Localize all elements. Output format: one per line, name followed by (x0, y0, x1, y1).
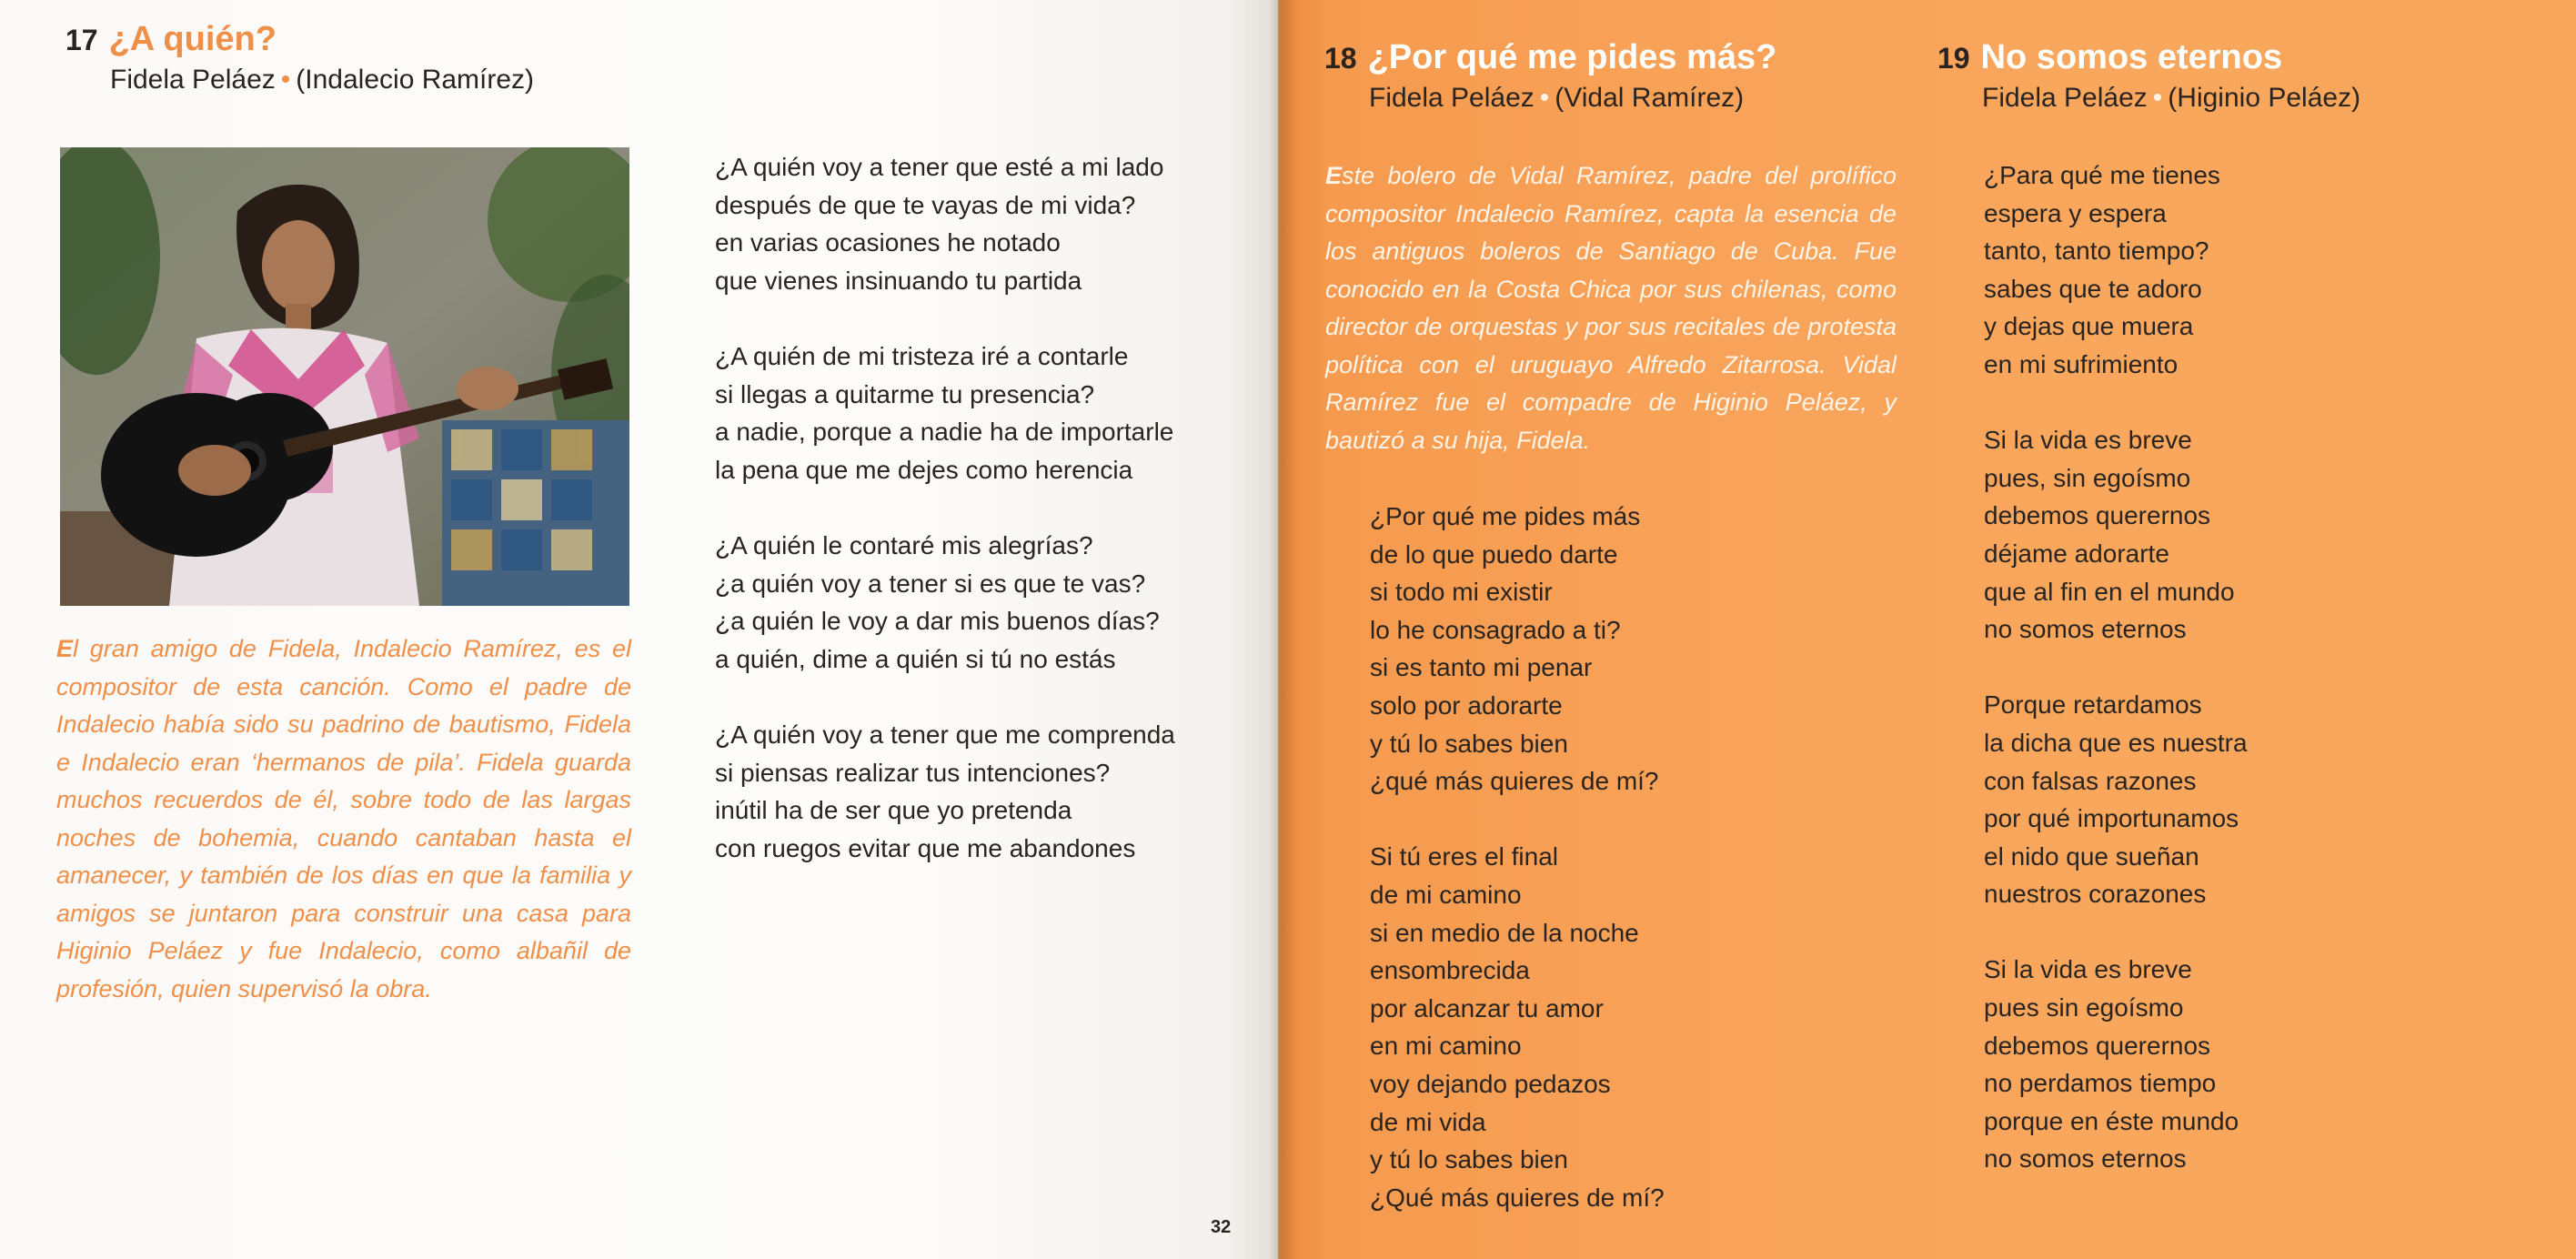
lyric-line: que al fin en el mundo (1984, 577, 2235, 606)
song-18-composer: (Vidal Ramírez) (1555, 83, 1745, 113)
song-17-credit (110, 65, 534, 96)
lyric-line: si en medio de la noche (1370, 918, 1639, 947)
song-17-header (65, 20, 534, 96)
lyric-line: porque en éste mundo (1984, 1106, 2239, 1135)
lyric-line: con ruegos evitar que me abandones (715, 833, 1136, 862)
lyric-line: si piensas realizar tus intenciones? (715, 758, 1111, 787)
song-17-title: ¿A quién? (108, 20, 277, 58)
lyric-line: en mi camino (1370, 1032, 1522, 1061)
stanza (1984, 951, 2248, 1178)
song-18-credit (1369, 83, 1776, 114)
song-19-header (1937, 38, 2360, 114)
lyric-line: ¿A quién le contaré mis alegrías? (715, 530, 1093, 559)
lyric-line: de lo que puedo darte (1370, 539, 1618, 569)
song-18-header (1324, 38, 1776, 114)
stanza (1370, 838, 1665, 1216)
lyric-line: ¿qué más quieres de mí? (1370, 767, 1659, 796)
lyric-line: no somos eternos (1984, 615, 2187, 644)
lyric-line: espera y espera (1984, 198, 2167, 227)
lyric-line: inútil ha de ser que yo pretenda (715, 796, 1072, 825)
lyric-line: pues sin egoísmo (1984, 993, 2184, 1022)
lyric-line: que vienes insinuando tu partida (715, 266, 1082, 295)
stanza (715, 527, 1175, 678)
song-17-lyrics (715, 148, 1175, 867)
lyric-line: y dejas que muera (1984, 312, 2194, 341)
song-17-author: Fidela Peláez (110, 65, 276, 95)
lyric-line: ¿A quién voy a tener que esté a mi lado (715, 153, 1164, 181)
stanza (1984, 156, 2248, 384)
song-18-title: ¿Por qué me pides más? (1367, 38, 1777, 76)
lyric-line: tanto, tanto tiempo? (1984, 237, 2209, 266)
song-19-credit (1982, 83, 2360, 114)
lyric-line: en varias ocasiones he notado (715, 228, 1061, 257)
lyric-line: la pena que me dejes como herencia (715, 455, 1133, 484)
lyric-line: en mi sufrimiento (1984, 349, 2179, 378)
stanza (715, 337, 1175, 488)
stanza (1984, 686, 2248, 913)
song-19-number: 19 (1937, 42, 1970, 75)
song-19-credit-separator: • (2152, 83, 2163, 113)
song-19-author: Fidela Peláez (1982, 83, 2148, 113)
lyric-line: con falsas razones (1984, 766, 2197, 795)
lyric-line: y tú lo sabes bien (1370, 729, 1568, 758)
song-18-note (1325, 157, 1897, 459)
photo-singer-with-guitar (60, 147, 629, 606)
lyric-line: por qué importunamos (1984, 804, 2239, 833)
lyric-line: a nadie, porque a nadie ha de importarle (715, 418, 1174, 447)
stanza (715, 716, 1175, 867)
song-19-title: No somos eternos (1980, 38, 2283, 76)
lyric-line: voy dejando pedazos (1370, 1069, 1611, 1098)
lyric-line: ¿a quién le voy a dar mis buenos días? (715, 607, 1160, 636)
song-18-note-text: ste bolero de Vidal Ramírez, padre del prolífico compositor Indalecio Ramírez, capta la esencia de los antiguos boleros de Santiago de Cuba. Fue conocido en la Costa Chica por sus chilenas, como director de orquestas y por sus recitales de protesta política con el uruguayo Alfredo Zitarrosa. Vidal Ramírez fue el compadre de Higinio Peláez, y bautizó a su hija, Fidela. (1325, 162, 1897, 454)
song-17-credit-separator: • (280, 65, 291, 95)
lyric-line: por alcanzar tu amor (1370, 993, 1604, 1022)
song-17-note (56, 630, 631, 1008)
stanza (1984, 421, 2248, 649)
lyric-line: ¿a quién voy a tener si es que te vas? (715, 569, 1146, 598)
song-17-composer: (Indalecio Ramírez) (296, 65, 535, 95)
lyric-line: y tú lo sabes bien (1370, 1145, 1568, 1174)
lyric-line: sabes que te adoro (1984, 274, 2202, 303)
lyric-line: si todo mi existir (1370, 578, 1553, 607)
lyric-line: ¿A quién de mi tristeza iré a contarle (715, 341, 1129, 370)
lyric-line: solo por adorarte (1370, 690, 1563, 720)
lyric-line: ensombrecida (1370, 956, 1530, 985)
lyric-line: de mi camino (1370, 880, 1522, 909)
song-19-lyrics (1984, 156, 2248, 1178)
lyric-line: déjame adorarte (1984, 539, 2169, 568)
lyric-line: debemos querernos (1984, 501, 2211, 530)
lyric-line: nuestros corazones (1984, 880, 2207, 909)
lyric-line: a quién, dime a quién si tú no estás (715, 644, 1116, 673)
lyric-line: Si tú eres el final (1370, 842, 1558, 871)
lyric-line: ¿Para qué me tienes (1984, 161, 2220, 189)
stanza (1370, 498, 1665, 801)
lyric-line: después de que te vayas de mi vida? (715, 190, 1136, 219)
lyric-line: el nido que sueñan (1984, 841, 2199, 871)
lyric-line: Porque retardamos (1984, 690, 2202, 720)
stanza (715, 148, 1175, 299)
lyric-line: si es tanto mi penar (1370, 653, 1593, 682)
song-18-author: Fidela Peláez (1369, 83, 1535, 113)
song-18-lyrics (1370, 498, 1665, 1216)
lyric-line: ¿Qué más quieres de mí? (1370, 1183, 1665, 1212)
song-17-note-drop-cap: E (56, 635, 74, 662)
lyric-line: la dicha que es nuestra (1984, 728, 2248, 757)
page-number: 32 (1211, 1217, 1232, 1237)
lyric-line: pues, sin egoísmo (1984, 463, 2191, 492)
lyric-line: no perdamos tiempo (1984, 1069, 2217, 1098)
song-18-credit-separator: • (1539, 83, 1550, 113)
lyric-line: Si la vida es breve (1984, 426, 2192, 455)
lyric-line: debemos querernos (1984, 1031, 2211, 1060)
lyric-line: ¿A quién voy a tener que me comprenda (715, 720, 1175, 749)
lyric-line: si llegas a quitarme tu presencia? (715, 379, 1095, 408)
song-17-number: 17 (65, 24, 98, 56)
song-17-note-text: l gran amigo de Fidela, Indalecio Ramírez, es el compositor de esta canción. Como el padre de Indalecio había sido su padrino de bautismo, Fidela e Indalecio eran ‘hermanos de pila’. Fidela guarda muchos recuerdos de él, sobre todo de las largas noches de bohemia, cuando cantaban hasta el amanecer, y también de los días en que la familia y amigos se juntaron para construir una casa para Higinio Peláez y fue Indalecio, como albañil de profesión, quien supervisó la obra. (56, 635, 631, 1002)
lyric-line: Si la vida es breve (1984, 955, 2192, 984)
lyric-line: ¿Por qué me pides más (1370, 502, 1641, 530)
song-18-note-drop-cap: E (1325, 162, 1343, 189)
book-gutter (1269, 0, 1296, 1259)
song-19-composer: (Higinio Peláez) (2168, 83, 2361, 113)
lyric-line: de mi vida (1370, 1107, 1486, 1136)
song-18-number: 18 (1324, 42, 1357, 75)
lyric-line: no somos eternos (1984, 1144, 2187, 1173)
lyric-line: lo he consagrado a ti? (1370, 615, 1621, 644)
